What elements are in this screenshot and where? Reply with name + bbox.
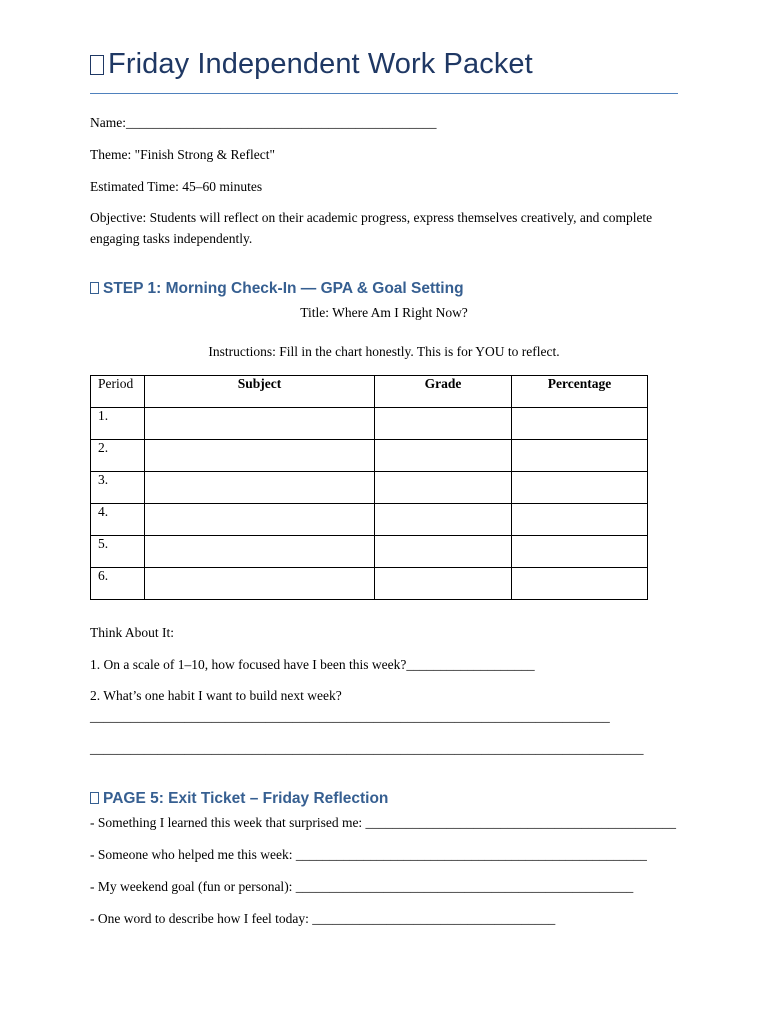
subject-cell[interactable] [145,504,375,536]
answer-blank-1[interactable]: _____________________________________________________________________________ [90,709,610,724]
step1-instructions: Instructions: Fill in the chart honestly. This is for YOU to reflect. [208,344,560,359]
percentage-cell[interactable] [512,440,648,472]
period-cell: 3. [91,472,145,504]
step1-heading [90,280,464,298]
table-row [91,568,648,600]
header-period: Period [91,376,145,408]
missing-glyph-icon [90,55,104,75]
table-row [91,472,648,504]
time-line: Estimated Time: 45–60 minutes [90,179,263,194]
percentage-cell[interactable] [512,568,648,600]
reflection-item: - Something I learned this week that surprised me: ______________________________________________ [90,815,677,830]
grade-cell[interactable] [375,440,512,472]
period-cell: 6. [91,568,145,600]
header-subject: Subject [145,376,375,408]
percentage-cell[interactable] [512,408,648,440]
name-line: Name:______________________________________________ [90,115,437,130]
reflection-item: - My weekend goal (fun or personal): __________________________________________________ [90,879,634,894]
table-row [91,536,648,568]
grade-table [90,375,648,600]
percentage-cell[interactable] [512,536,648,568]
page5-heading-text: PAGE 5: Exit Ticket – Friday Reflection [103,790,389,807]
subject-cell[interactable] [145,536,375,568]
table-row [91,408,648,440]
table-row [91,440,648,472]
period-cell: 4. [91,504,145,536]
grade-table-header [91,376,648,408]
document-title-text: Friday Independent Work Packet [108,48,533,80]
grade-cell[interactable] [375,536,512,568]
subject-cell[interactable] [145,408,375,440]
page5-heading [90,790,388,808]
question-1: 1. On a scale of 1–10, how focused have I been this week?___________________ [90,657,535,672]
document-title [90,48,533,81]
missing-glyph-icon [90,792,99,804]
missing-glyph-icon [90,282,99,294]
header-grade: Grade [375,376,512,408]
percentage-cell[interactable] [512,472,648,504]
answer-blank-2[interactable]: __________________________________________________________________________________ [90,741,644,756]
percentage-cell[interactable] [512,504,648,536]
period-cell: 2. [91,440,145,472]
reflection-item: - Someone who helped me this week: ____________________________________________________ [90,847,647,862]
subject-cell[interactable] [145,472,375,504]
step1-heading-text: STEP 1: Morning Check-In — GPA & Goal Setting [103,280,464,297]
reflection-item: - One word to describe how I feel today: ____________________________________ [90,911,556,926]
grade-cell[interactable] [375,504,512,536]
theme-line: Theme: "Finish Strong & Reflect" [90,147,275,162]
table-row [91,504,648,536]
subject-cell[interactable] [145,440,375,472]
grade-cell[interactable] [375,472,512,504]
header-percentage: Percentage [512,376,648,408]
step1-subtitle: Title: Where Am I Right Now? [300,305,468,320]
think-label: Think About It: [90,625,174,640]
question-2: 2. What’s one habit I want to build next week? [90,688,342,703]
grade-cell[interactable] [375,568,512,600]
period-cell: 1. [91,408,145,440]
grade-cell[interactable] [375,408,512,440]
subject-cell[interactable] [145,568,375,600]
title-underline [90,93,678,94]
objective-paragraph: Objective: Students will reflect on their academic progress, express themselves creatively, and complete engaging tasks independently. [90,210,653,246]
period-cell: 5. [91,536,145,568]
